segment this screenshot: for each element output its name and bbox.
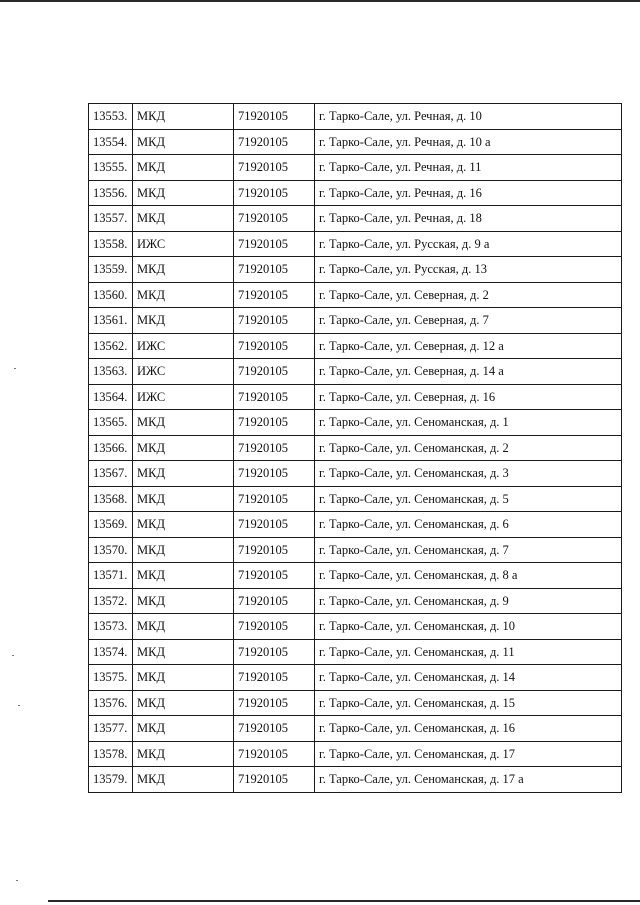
- address-cell: г. Тарко-Сале, ул. Сеноманская, д. 11: [315, 639, 622, 665]
- row-number-cell: 13564.: [89, 384, 133, 410]
- table-row: [89, 333, 622, 359]
- table-row: [89, 231, 622, 257]
- address-cell: г. Тарко-Сале, ул. Северная, д. 7: [315, 308, 622, 334]
- address-cell: г. Тарко-Сале, ул. Сеноманская, д. 3: [315, 461, 622, 487]
- oktmo-code-cell: 71920105: [234, 486, 315, 512]
- row-number-cell: 13566.: [89, 435, 133, 461]
- row-number-cell: 13553.: [89, 104, 133, 130]
- building-type-cell: МКД: [133, 767, 234, 793]
- address-cell: г. Тарко-Сале, ул. Северная, д. 16: [315, 384, 622, 410]
- address-cell: г. Тарко-Сале, ул. Речная, д. 10: [315, 104, 622, 130]
- row-number-cell: 13575.: [89, 665, 133, 691]
- oktmo-code-cell: 71920105: [234, 155, 315, 181]
- table-row: [89, 614, 622, 640]
- table-row: [89, 537, 622, 563]
- table-row: [89, 384, 622, 410]
- row-number-cell: 13579.: [89, 767, 133, 793]
- row-number-cell: 13562.: [89, 333, 133, 359]
- address-registry-table: [88, 103, 622, 793]
- table-row: [89, 690, 622, 716]
- row-number-cell: 13561.: [89, 308, 133, 334]
- address-cell: г. Тарко-Сале, ул. Сеноманская, д. 10: [315, 614, 622, 640]
- address-cell: г. Тарко-Сале, ул. Сеноманская, д. 17 а: [315, 767, 622, 793]
- address-cell: г. Тарко-Сале, ул. Сеноманская, д. 8 а: [315, 563, 622, 589]
- address-cell: г. Тарко-Сале, ул. Сеноманская, д. 2: [315, 435, 622, 461]
- building-type-cell: МКД: [133, 690, 234, 716]
- table-row: [89, 359, 622, 385]
- oktmo-code-cell: 71920105: [234, 231, 315, 257]
- oktmo-code-cell: 71920105: [234, 104, 315, 130]
- table-row: [89, 180, 622, 206]
- row-number-cell: 13559.: [89, 257, 133, 283]
- oktmo-code-cell: 71920105: [234, 461, 315, 487]
- building-type-cell: МКД: [133, 180, 234, 206]
- oktmo-code-cell: 71920105: [234, 308, 315, 334]
- building-type-cell: МКД: [133, 563, 234, 589]
- building-type-cell: МКД: [133, 410, 234, 436]
- row-number-cell: 13573.: [89, 614, 133, 640]
- address-cell: г. Тарко-Сале, ул. Речная, д. 11: [315, 155, 622, 181]
- table-row: [89, 257, 622, 283]
- oktmo-code-cell: 71920105: [234, 333, 315, 359]
- building-type-cell: МКД: [133, 512, 234, 538]
- building-type-cell: МКД: [133, 129, 234, 155]
- building-type-cell: МКД: [133, 257, 234, 283]
- oktmo-code-cell: 71920105: [234, 282, 315, 308]
- table-row: [89, 282, 622, 308]
- oktmo-code-cell: 71920105: [234, 614, 315, 640]
- oktmo-code-cell: 71920105: [234, 359, 315, 385]
- address-cell: г. Тарко-Сале, ул. Северная, д. 12 а: [315, 333, 622, 359]
- oktmo-code-cell: 71920105: [234, 206, 315, 232]
- building-type-cell: МКД: [133, 461, 234, 487]
- oktmo-code-cell: 71920105: [234, 665, 315, 691]
- oktmo-code-cell: 71920105: [234, 129, 315, 155]
- building-type-cell: МКД: [133, 206, 234, 232]
- page-bottom-border: [48, 900, 640, 902]
- oktmo-code-cell: 71920105: [234, 690, 315, 716]
- scan-artifact: [16, 880, 18, 881]
- table-row: [89, 486, 622, 512]
- row-number-cell: 13557.: [89, 206, 133, 232]
- address-cell: г. Тарко-Сале, ул. Русская, д. 9 а: [315, 231, 622, 257]
- table-row: [89, 410, 622, 436]
- building-type-cell: МКД: [133, 104, 234, 130]
- table-row: [89, 767, 622, 793]
- scan-artifact: [14, 368, 16, 369]
- building-type-cell: МКД: [133, 614, 234, 640]
- building-type-cell: МКД: [133, 308, 234, 334]
- building-type-cell: МКД: [133, 639, 234, 665]
- row-number-cell: 13556.: [89, 180, 133, 206]
- address-cell: г. Тарко-Сале, ул. Сеноманская, д. 7: [315, 537, 622, 563]
- row-number-cell: 13563.: [89, 359, 133, 385]
- table-row: [89, 716, 622, 742]
- scan-artifact: [18, 705, 20, 706]
- row-number-cell: 13565.: [89, 410, 133, 436]
- oktmo-code-cell: 71920105: [234, 537, 315, 563]
- building-type-cell: МКД: [133, 716, 234, 742]
- table-row: [89, 461, 622, 487]
- building-type-cell: ИЖС: [133, 231, 234, 257]
- building-type-cell: МКД: [133, 435, 234, 461]
- table-row: [89, 639, 622, 665]
- row-number-cell: 13576.: [89, 690, 133, 716]
- oktmo-code-cell: 71920105: [234, 512, 315, 538]
- building-type-cell: ИЖС: [133, 359, 234, 385]
- table-row: [89, 155, 622, 181]
- oktmo-code-cell: 71920105: [234, 563, 315, 589]
- building-type-cell: МКД: [133, 155, 234, 181]
- row-number-cell: 13571.: [89, 563, 133, 589]
- table-row: [89, 129, 622, 155]
- row-number-cell: 13578.: [89, 741, 133, 767]
- row-number-cell: 13554.: [89, 129, 133, 155]
- address-cell: г. Тарко-Сале, ул. Сеноманская, д. 5: [315, 486, 622, 512]
- building-type-cell: МКД: [133, 537, 234, 563]
- oktmo-code-cell: 71920105: [234, 384, 315, 410]
- registry-table-body: [89, 104, 622, 793]
- address-cell: г. Тарко-Сале, ул. Северная, д. 14 а: [315, 359, 622, 385]
- address-cell: г. Тарко-Сале, ул. Русская, д. 13: [315, 257, 622, 283]
- oktmo-code-cell: 71920105: [234, 410, 315, 436]
- oktmo-code-cell: 71920105: [234, 716, 315, 742]
- table-row: [89, 512, 622, 538]
- row-number-cell: 13560.: [89, 282, 133, 308]
- building-type-cell: МКД: [133, 282, 234, 308]
- scan-artifact: [12, 655, 14, 656]
- table-row: [89, 588, 622, 614]
- row-number-cell: 13572.: [89, 588, 133, 614]
- oktmo-code-cell: 71920105: [234, 257, 315, 283]
- building-type-cell: МКД: [133, 588, 234, 614]
- table-row: [89, 563, 622, 589]
- building-type-cell: ИЖС: [133, 333, 234, 359]
- building-type-cell: МКД: [133, 486, 234, 512]
- oktmo-code-cell: 71920105: [234, 741, 315, 767]
- address-cell: г. Тарко-Сале, ул. Сеноманская, д. 15: [315, 690, 622, 716]
- row-number-cell: 13555.: [89, 155, 133, 181]
- address-cell: г. Тарко-Сале, ул. Сеноманская, д. 17: [315, 741, 622, 767]
- address-cell: г. Тарко-Сале, ул. Речная, д. 10 а: [315, 129, 622, 155]
- table-row: [89, 104, 622, 130]
- oktmo-code-cell: 71920105: [234, 180, 315, 206]
- page-top-border: [0, 0, 640, 2]
- row-number-cell: 13577.: [89, 716, 133, 742]
- table-row: [89, 435, 622, 461]
- address-cell: г. Тарко-Сале, ул. Сеноманская, д. 14: [315, 665, 622, 691]
- row-number-cell: 13568.: [89, 486, 133, 512]
- address-cell: г. Тарко-Сале, ул. Речная, д. 18: [315, 206, 622, 232]
- row-number-cell: 13558.: [89, 231, 133, 257]
- row-number-cell: 13567.: [89, 461, 133, 487]
- table-row: [89, 206, 622, 232]
- table-row: [89, 665, 622, 691]
- building-type-cell: МКД: [133, 665, 234, 691]
- oktmo-code-cell: 71920105: [234, 435, 315, 461]
- oktmo-code-cell: 71920105: [234, 588, 315, 614]
- table-row: [89, 741, 622, 767]
- address-cell: г. Тарко-Сале, ул. Сеноманская, д. 1: [315, 410, 622, 436]
- address-cell: г. Тарко-Сале, ул. Речная, д. 16: [315, 180, 622, 206]
- row-number-cell: 13569.: [89, 512, 133, 538]
- building-type-cell: МКД: [133, 741, 234, 767]
- oktmo-code-cell: 71920105: [234, 639, 315, 665]
- building-type-cell: ИЖС: [133, 384, 234, 410]
- table-row: [89, 308, 622, 334]
- row-number-cell: 13570.: [89, 537, 133, 563]
- row-number-cell: 13574.: [89, 639, 133, 665]
- address-cell: г. Тарко-Сале, ул. Сеноманская, д. 6: [315, 512, 622, 538]
- address-cell: г. Тарко-Сале, ул. Сеноманская, д. 16: [315, 716, 622, 742]
- address-cell: г. Тарко-Сале, ул. Северная, д. 2: [315, 282, 622, 308]
- address-cell: г. Тарко-Сале, ул. Сеноманская, д. 9: [315, 588, 622, 614]
- oktmo-code-cell: 71920105: [234, 767, 315, 793]
